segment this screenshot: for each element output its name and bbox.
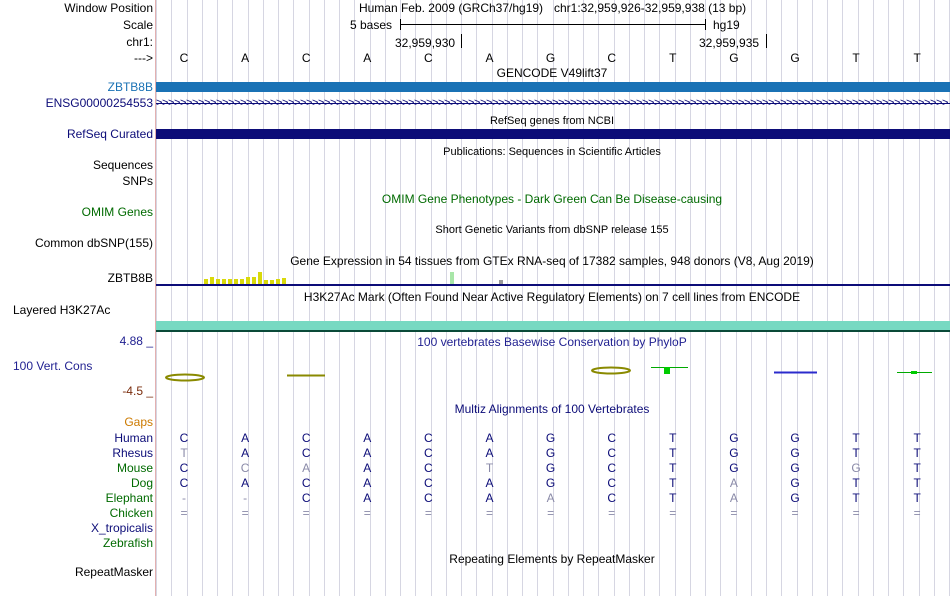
- alignment-base: C: [179, 461, 189, 475]
- alignment-base: C: [301, 491, 311, 505]
- arrow-glyph: >: [306, 97, 313, 109]
- gaps-label[interactable]: Gaps: [124, 415, 153, 429]
- alignment-base: C: [424, 476, 433, 490]
- arrow-glyph: >: [648, 97, 655, 109]
- sequence-base: G: [790, 51, 800, 65]
- alignment-base: =: [363, 506, 371, 520]
- arrow-glyph: >: [834, 97, 841, 109]
- scale-bar-right-tick: [705, 19, 706, 30]
- alignment-base: -: [243, 491, 248, 505]
- arrow-glyph: >: [762, 97, 769, 109]
- sequence-base: C: [301, 51, 311, 65]
- repeatmasker-track-label[interactable]: RepeatMasker: [74, 565, 153, 579]
- arrow-glyph: >: [540, 97, 547, 109]
- arrow-glyph: >: [750, 97, 757, 109]
- alignment-base: T: [180, 446, 188, 460]
- alignment-base: A: [485, 431, 494, 445]
- alignment-base: C: [607, 446, 617, 460]
- gencode-gene-label[interactable]: ZBTB8B: [107, 80, 153, 94]
- species-label-chicken[interactable]: Chicken: [109, 506, 153, 520]
- arrow-glyph: >: [660, 97, 667, 109]
- arrow-glyph: >: [528, 97, 535, 109]
- sequence-base: A: [241, 51, 250, 65]
- arrow-glyph: >: [600, 97, 607, 109]
- arrow-glyph: >: [456, 97, 463, 109]
- arrow-glyph: >: [714, 97, 721, 109]
- publications-sequences-label[interactable]: Sequences: [92, 158, 153, 172]
- arrow-glyph: >: [576, 97, 583, 109]
- alignment-base: =: [485, 506, 493, 520]
- arrow-glyph: >: [474, 97, 481, 109]
- alignment-base: =: [180, 506, 188, 520]
- arrow-glyph: >: [636, 97, 643, 109]
- gtex-tissue-bar[interactable]: [210, 277, 214, 284]
- arrow-glyph: >: [708, 97, 715, 109]
- conservation-track-title: 100 vertebrates Basewise Conservation by PhyloP: [417, 335, 687, 349]
- arrow-glyph: >: [942, 97, 949, 109]
- alignment-base: A: [485, 446, 494, 460]
- arrow-glyph: >: [174, 97, 181, 109]
- arrow-glyph: >: [330, 97, 337, 109]
- position-left-tick: [461, 34, 462, 48]
- arrow-glyph: >: [270, 97, 277, 109]
- alignment-base: T: [852, 476, 860, 490]
- arrow-glyph: >: [552, 97, 559, 109]
- alignment-base: G: [545, 446, 556, 460]
- phylop-mark-1: [166, 375, 204, 381]
- scale-bar-left-tick: [400, 19, 401, 30]
- scale-assembly-label: hg19: [713, 18, 740, 32]
- arrow-glyph: >: [234, 97, 241, 109]
- sequence-base: G: [545, 51, 556, 65]
- arrow-glyph: >: [558, 97, 565, 109]
- scale-length-label: 5 bases: [350, 18, 393, 32]
- arrow-glyph: >: [504, 97, 511, 109]
- arrow-glyph: >: [822, 97, 829, 109]
- arrow-glyph: >: [276, 97, 283, 109]
- arrow-glyph: >: [204, 97, 211, 109]
- arrow-glyph: >: [372, 97, 379, 109]
- alignment-base: C: [607, 491, 617, 505]
- h3k27ac-track-title: H3K27Ac Mark (Often Found Near Active Regulatory Elements) on 7 cell lines from ENCODE: [303, 290, 801, 304]
- arrow-glyph: >: [408, 97, 415, 109]
- alignment-base: A: [546, 491, 555, 505]
- arrow-glyph: >: [432, 97, 439, 109]
- species-label-mouse[interactable]: Mouse: [116, 461, 153, 475]
- alignment-base: T: [852, 431, 860, 445]
- arrow-glyph: >: [666, 97, 673, 109]
- alignment-base: =: [730, 506, 738, 520]
- arrow-glyph: >: [894, 97, 901, 109]
- arrow-glyph: >: [300, 97, 307, 109]
- alignment-base: T: [669, 431, 677, 445]
- arrow-glyph: >: [846, 97, 853, 109]
- scale-bar: [400, 24, 705, 25]
- h3k27ac-track-label[interactable]: Layered H3K27Ac: [13, 303, 111, 317]
- gencode-transcript-label[interactable]: ENSG00000254553: [45, 96, 153, 110]
- alignment-base: T: [669, 461, 677, 475]
- alignment-base: C: [424, 446, 433, 460]
- arrow-glyph: >: [852, 97, 859, 109]
- species-label-rhesus[interactable]: Rhesus: [112, 446, 153, 460]
- dbsnp-track-title: Short Genetic Variants from dbSNP release 155: [435, 224, 669, 236]
- arrow-glyph: >: [192, 97, 199, 109]
- alignment-base: C: [607, 476, 617, 490]
- alignment-base: C: [179, 476, 189, 490]
- arrow-glyph: >: [618, 97, 625, 109]
- alignment-base: =: [424, 506, 432, 520]
- arrow-glyph: >: [246, 97, 253, 109]
- arrow-glyph: >: [936, 97, 943, 109]
- arrow-glyph: >: [198, 97, 205, 109]
- publications-track-title: Publications: Sequences in Scientific Articles: [443, 146, 661, 158]
- arrow-glyph: >: [384, 97, 391, 109]
- transcript-direction-arrows: [156, 96, 950, 110]
- alignment-base: =: [791, 506, 799, 520]
- refseq-gene-feature[interactable]: [156, 129, 950, 139]
- alignment-base: =: [241, 506, 249, 520]
- alignment-base: T: [852, 491, 860, 505]
- arrow-glyph: >: [480, 97, 487, 109]
- sequence-base: A: [485, 51, 494, 65]
- arrow-glyph: >: [468, 97, 475, 109]
- sequence-base: C: [607, 51, 617, 65]
- alignment-base: T: [669, 491, 677, 505]
- alignment-base: C: [301, 431, 311, 445]
- arrow-glyph: >: [534, 97, 541, 109]
- conservation-track-label[interactable]: 100 Vert. Cons: [13, 359, 93, 373]
- arrow-glyph: >: [390, 97, 397, 109]
- arrow-glyph: >: [684, 97, 691, 109]
- alignment-base: =: [547, 506, 555, 520]
- arrow-glyph: >: [216, 97, 223, 109]
- arrow-glyph: >: [696, 97, 703, 109]
- arrow-glyph: >: [624, 97, 631, 109]
- arrow-glyph: >: [606, 97, 613, 109]
- alignment-base: A: [363, 461, 372, 475]
- arrow-glyph: >: [918, 97, 925, 109]
- track-data-area: [156, 0, 950, 596]
- scale-label: Scale: [122, 18, 153, 32]
- alignment-base: C: [424, 461, 433, 475]
- strand-label: --->: [134, 51, 153, 65]
- arrow-glyph: >: [792, 97, 799, 109]
- arrow-glyph: >: [642, 97, 649, 109]
- sequence-base: A: [363, 51, 372, 65]
- gtex-expression-bars[interactable]: [156, 270, 950, 284]
- alignment-base: T: [913, 431, 921, 445]
- arrow-glyph: >: [678, 97, 685, 109]
- refseq-track-label[interactable]: RefSeq Curated: [66, 127, 153, 141]
- arrow-glyph: >: [702, 97, 709, 109]
- alignment-base: G: [790, 446, 800, 460]
- sequence-base: T: [669, 51, 677, 65]
- arrow-glyph: >: [264, 97, 271, 109]
- arrow-glyph: >: [720, 97, 727, 109]
- arrow-glyph: >: [444, 97, 451, 109]
- arrow-glyph: >: [516, 97, 523, 109]
- arrow-glyph: >: [582, 97, 589, 109]
- arrow-glyph: >: [906, 97, 913, 109]
- arrow-glyph: >: [348, 97, 355, 109]
- alignment-base: G: [545, 431, 556, 445]
- arrow-glyph: >: [804, 97, 811, 109]
- alignment-base: =: [913, 506, 921, 520]
- arrow-glyph: >: [396, 97, 403, 109]
- arrow-glyph: >: [768, 97, 775, 109]
- assembly-title: Human Feb. 2009 (GRCh37/hg19): [358, 1, 544, 15]
- alignment-base: =: [302, 506, 310, 520]
- window-position-label: Window Position: [64, 1, 153, 15]
- chrom-label: chr1:: [126, 35, 153, 49]
- arrow-glyph: >: [402, 97, 409, 109]
- arrow-glyph: >: [876, 97, 883, 109]
- alignment-base: A: [363, 431, 372, 445]
- arrow-glyph: >: [294, 97, 301, 109]
- arrow-glyph: >: [882, 97, 889, 109]
- alignment-base: G: [545, 461, 556, 475]
- gencode-track-title: GENCODE V49lift37: [496, 66, 608, 80]
- phylop-conservation-plot[interactable]: [156, 360, 950, 390]
- alignment-base: =: [608, 506, 616, 520]
- arrow-glyph: >: [840, 97, 847, 109]
- arrow-glyph: >: [672, 97, 679, 109]
- alignment-base: A: [485, 476, 494, 490]
- arrow-glyph: >: [546, 97, 553, 109]
- arrow-glyph: >: [240, 97, 247, 109]
- phylop-mark-3: [592, 368, 630, 374]
- phylop-mark-8: [911, 371, 917, 374]
- alignment-base: A: [241, 476, 250, 490]
- alignment-base: C: [301, 476, 311, 490]
- dbsnp-track-label[interactable]: Common dbSNP(155): [34, 236, 153, 250]
- arrow-glyph: >: [654, 97, 661, 109]
- gtex-gene-line: [156, 284, 950, 286]
- arrow-glyph: >: [426, 97, 433, 109]
- alignment-base: A: [241, 446, 250, 460]
- arrow-glyph: >: [888, 97, 895, 109]
- sequence-base: T: [913, 51, 921, 65]
- arrow-glyph: >: [492, 97, 499, 109]
- alignment-base: T: [669, 476, 677, 490]
- arrow-glyph: >: [816, 97, 823, 109]
- arrow-glyph: >: [732, 97, 739, 109]
- arrow-glyph: >: [360, 97, 367, 109]
- alignment-base: T: [913, 491, 921, 505]
- omim-track-title: OMIM Gene Phenotypes - Dark Green Can Be Disease-causing: [381, 192, 723, 206]
- alignment-base: C: [607, 461, 617, 475]
- sequence-base: T: [852, 51, 860, 65]
- gtex-tissue-bar[interactable]: [258, 272, 262, 284]
- arrow-glyph: >: [522, 97, 529, 109]
- h3k27ac-signal[interactable]: [156, 321, 950, 330]
- alignment-base: C: [424, 491, 433, 505]
- alignment-base: A: [363, 491, 372, 505]
- arrow-glyph: >: [774, 97, 781, 109]
- arrow-glyph: >: [312, 97, 319, 109]
- gencode-gene-feature[interactable]: [156, 82, 950, 92]
- arrow-glyph: >: [366, 97, 373, 109]
- alignment-base: A: [302, 461, 311, 475]
- conservation-max-label: 4.88 _: [119, 334, 153, 348]
- arrow-glyph: >: [930, 97, 937, 109]
- publications-snps-label[interactable]: SNPs: [122, 174, 153, 188]
- arrow-glyph: >: [498, 97, 505, 109]
- alignment-base: A: [729, 491, 738, 505]
- position-left-label: 32,959,930: [395, 36, 456, 50]
- alignment-base: T: [485, 461, 494, 475]
- arrow-glyph: >: [438, 97, 445, 109]
- alignment-base: T: [913, 446, 921, 460]
- arrow-glyph: >: [570, 97, 577, 109]
- position-right-tick: [766, 34, 767, 48]
- arrow-glyph: >: [162, 97, 169, 109]
- arrow-glyph: >: [594, 97, 601, 109]
- arrow-glyph: >: [258, 97, 265, 109]
- alignment-base: T: [669, 446, 677, 460]
- species-label-dog[interactable]: Dog: [130, 476, 153, 490]
- arrow-glyph: >: [900, 97, 907, 109]
- species-label-zebrafish[interactable]: Zebrafish: [102, 536, 153, 550]
- alignment-base: G: [729, 446, 739, 460]
- gtex-track-label[interactable]: ZBTB8B: [107, 271, 153, 285]
- species-label-elephant[interactable]: Elephant: [105, 491, 153, 505]
- alignment-base: C: [240, 461, 250, 475]
- alignment-base: G: [851, 461, 861, 475]
- alignment-base: G: [729, 461, 739, 475]
- arrow-glyph: >: [210, 97, 217, 109]
- arrow-glyph: >: [342, 97, 349, 109]
- species-label-x_tropicalis[interactable]: X_tropicalis: [90, 521, 153, 535]
- alignment-base: A: [485, 491, 494, 505]
- conservation-min-label: -4.5 _: [122, 384, 153, 398]
- arrow-glyph: >: [864, 97, 871, 109]
- arrow-glyph: >: [756, 97, 763, 109]
- position-right-label: 32,959,935: [699, 36, 760, 50]
- arrow-glyph: >: [282, 97, 289, 109]
- arrow-glyph: >: [354, 97, 361, 109]
- arrow-glyph: >: [318, 97, 325, 109]
- omim-track-label[interactable]: OMIM Genes: [81, 205, 153, 219]
- arrow-glyph: >: [858, 97, 865, 109]
- alignment-base: T: [852, 446, 860, 460]
- alignment-base: T: [913, 461, 921, 475]
- arrow-glyph: >: [786, 97, 793, 109]
- alignment-base: C: [607, 431, 617, 445]
- arrow-glyph: >: [828, 97, 835, 109]
- arrow-glyph: >: [450, 97, 457, 109]
- arrow-glyph: >: [324, 97, 331, 109]
- gtex-tissue-bar[interactable]: [252, 277, 256, 284]
- alignment-base: C: [179, 431, 189, 445]
- arrow-glyph: >: [924, 97, 931, 109]
- alignment-base: A: [363, 446, 372, 460]
- h3k27ac-baseline: [156, 330, 950, 332]
- alignment-base: A: [241, 431, 250, 445]
- gtex-tissue-bar[interactable]: [450, 272, 454, 284]
- alignment-base: C: [424, 431, 433, 445]
- arrow-glyph: >: [726, 97, 733, 109]
- repeatmasker-track-title: Repeating Elements by RepeatMasker: [449, 552, 655, 566]
- arrow-glyph: >: [588, 97, 595, 109]
- alignment-base: G: [545, 476, 556, 490]
- alignment-base: A: [363, 476, 372, 490]
- alignment-base: G: [790, 461, 800, 475]
- arrow-glyph: >: [810, 97, 817, 109]
- arrow-glyph: >: [336, 97, 343, 109]
- arrow-glyph: >: [378, 97, 385, 109]
- arrow-glyph: >: [156, 97, 163, 109]
- arrow-glyph: >: [564, 97, 571, 109]
- arrow-glyph: >: [780, 97, 787, 109]
- alignment-base: -: [182, 491, 186, 505]
- gtex-track-title: Gene Expression in 54 tissues from GTEx RNA-seq of 17382 samples, 948 donors (V8, Aug 2019): [290, 254, 814, 268]
- arrow-glyph: >: [222, 97, 229, 109]
- arrow-glyph: >: [912, 97, 919, 109]
- arrow-glyph: >: [168, 97, 175, 109]
- alignment-base: =: [669, 506, 677, 520]
- arrow-glyph: >: [252, 97, 259, 109]
- arrow-glyph: >: [612, 97, 619, 109]
- arrow-glyph: >: [870, 97, 877, 109]
- arrow-glyph: >: [738, 97, 745, 109]
- alignment-base: A: [729, 476, 738, 490]
- species-label-human[interactable]: Human: [114, 431, 153, 445]
- gtex-tissue-bar[interactable]: [246, 277, 250, 284]
- arrow-glyph: >: [186, 97, 193, 109]
- sequence-base: C: [424, 51, 433, 65]
- arrow-glyph: >: [510, 97, 517, 109]
- alignment-base: T: [913, 476, 921, 490]
- sequence-base: G: [729, 51, 739, 65]
- alignment-base: =: [852, 506, 860, 520]
- arrow-glyph: >: [630, 97, 637, 109]
- arrow-glyph: >: [420, 97, 427, 109]
- arrow-glyph: >: [228, 97, 235, 109]
- sequence-base: C: [179, 51, 189, 65]
- phylop-mark-5: [664, 367, 670, 374]
- arrow-glyph: >: [180, 97, 187, 109]
- arrow-glyph: >: [486, 97, 493, 109]
- alignment-base: G: [790, 491, 800, 505]
- refseq-track-title: RefSeq genes from NCBI: [489, 115, 615, 127]
- alignment-base: G: [729, 431, 739, 445]
- alignment-base: C: [301, 446, 311, 460]
- arrow-glyph: >: [462, 97, 469, 109]
- arrow-glyph: >: [414, 97, 421, 109]
- arrow-glyph: >: [690, 97, 697, 109]
- track-label-column: [0, 0, 155, 596]
- arrow-glyph: >: [744, 97, 751, 109]
- multiz-track-title: Multiz Alignments of 100 Vertebrates: [454, 402, 650, 416]
- arrow-glyph: >: [288, 97, 295, 109]
- arrow-glyph: >: [798, 97, 805, 109]
- alignment-base: G: [790, 431, 800, 445]
- alignment-base: G: [790, 476, 800, 490]
- coordinate-range: chr1:32,959,926-32,959,938 (13 bp): [554, 1, 747, 15]
